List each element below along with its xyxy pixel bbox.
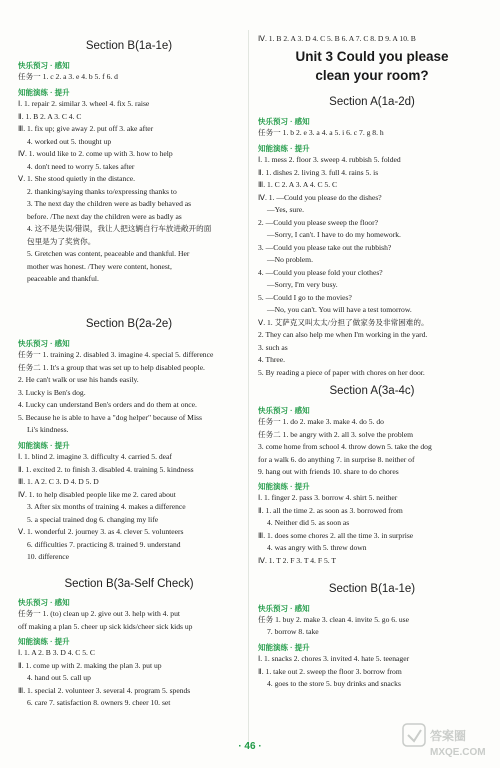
answer-line: 5. Because he is able to have a "dog helper" because of Miss [18, 412, 202, 422]
answer-list [18, 608, 240, 633]
section-title: Section B(1a-1e) [328, 583, 416, 595]
practice-tag: 知能演练 · 提升 [18, 88, 70, 97]
answer-line: Ⅲ. 1. special 2. volunteer 3. several 4. program 5. spends [18, 685, 191, 695]
practice-tag: 知能演练 · 提升 [258, 482, 310, 491]
task-line: 任务一 1. c 2. a 3. e 4. b 5. f 6. d [18, 72, 118, 81]
task-line: 7. borrow 8. take [267, 627, 319, 636]
answer-line: 4. worked out 5. thought up [27, 136, 112, 146]
section-title: Section B(1a-1e) [85, 40, 173, 52]
answer-line: 4. —Could you please fold your clothes? [258, 267, 383, 277]
answer-line: —Yes, sure. [267, 205, 304, 214]
answer-line: Ⅴ. 1. She stood quietly in the distance. [18, 174, 135, 183]
task-line: 任务一 1. b 2. e 3. a 4. a 5. i 6. c 7. g 8. h [258, 128, 384, 137]
practice-tag: 知能演练 · 提升 [18, 441, 70, 450]
svg-text:答案圈: 答案圈 [430, 729, 467, 743]
answer-line: 3. such as [258, 342, 288, 352]
preview-tag: 快乐预习 · 感知 [258, 604, 310, 613]
answer-line: Ⅱ. 1. excited 2. to finish 3. disabled 4. training 5. kindness [18, 464, 194, 474]
answer-line: 3. The next day the children were as badly behaved as [27, 199, 192, 208]
answer-line: Ⅳ. 1. would like to 2. come up with 3. how to help [18, 149, 173, 158]
answer-line: Ⅳ. 1. —Could you please do the dishes? [258, 192, 382, 202]
answer-line: 3. Lucky is Ben's dog. [18, 387, 86, 397]
answer-line: Ⅰ. 1. finger 2. pass 3. borrow 4. shirt 5. neither [258, 493, 398, 502]
answer-line: Ⅴ. 1. wonderful 2. journey 3. as 4. clever 5. volunteers [18, 527, 184, 536]
answer-line: Ⅳ. 1. B 2. A 3. D 4. C 5. B 6. A 7. C 8. D 9. A 10. B [258, 34, 416, 43]
answer-line: off making a plan 5. cheer up sick kids/cheer sick kids up [18, 621, 193, 631]
answer-line: 6. care 7. satisfaction 8. owners 9. cheer 10. set [27, 698, 171, 707]
answer-line: 4. 这不是失误/错误，我让人把这辆自行车放进敞开的面 [27, 224, 212, 233]
task-line: 任务 1. buy 2. make 3. clean 4. invite 5. go 6. use [258, 615, 410, 624]
answer-line: 5. Gretchen was content, peaceable and thankful. Her [27, 249, 190, 258]
answer-line: Ⅲ. 1. fix up; give away 2. put off 3. ake after [18, 124, 154, 133]
answer-line: peaceable and thankful. [27, 274, 99, 283]
practice-tag: 知能演练 · 提升 [18, 637, 70, 646]
watermark-logo [402, 722, 492, 762]
answer-line: 包里是为了奖赏你。 [27, 236, 96, 246]
answer-list [18, 451, 240, 564]
answer-line: Ⅲ. 1. does some chores 2. all the time 3. in surprise [258, 530, 414, 540]
answer-line: Ⅳ. 1. T 2. F 3. T 4. F 5. T [258, 555, 337, 565]
unit-title: Unit 3 Could you please [295, 49, 449, 64]
answer-line: 3. come home from school 4. throw down 5. take the dog [258, 442, 432, 451]
answer-line: Ⅱ. 1. all the time 2. as soon as 3. borrowed from [258, 505, 403, 515]
answer-line: 4. goes to the store 5. buy drinks and snacks [267, 679, 401, 688]
answer-line: 2. He can't walk or use his hands easily. [18, 375, 139, 384]
answer-line: Ⅰ. 1. blind 2. imagine 3. difficulty 4. carried 5. deaf [18, 452, 172, 461]
answer-line: Ⅱ. 1. take out 2. sweep the floor 3. borrow from [258, 666, 402, 676]
answer-list [18, 647, 240, 710]
answer-line: —Sorry, I'm very busy. [267, 280, 338, 289]
svg-text:MXQE.COM: MXQE.COM [430, 747, 486, 758]
answer-line: 5. a special trained dog 6. changing my life [27, 514, 159, 524]
answer-line: Ⅳ. 1. to help disabled people like me 2. cared about [18, 489, 176, 499]
answer-line: 任务二 1. be angry with 2. all 3. solve the problem [258, 429, 414, 439]
answer-line: Ⅱ. 1. dishes 2. living 3. full 4. rains 5. is [258, 167, 379, 177]
preview-tag: 快乐预习 · 感知 [18, 598, 70, 607]
answer-line: 2. thanking/saying thanks to/expressing thanks to [27, 186, 177, 196]
answer-list [18, 349, 240, 437]
answer-line: 2. They can also help me when I'm working in the yard. [258, 330, 428, 339]
practice-tag: 知能演练 · 提升 [258, 144, 310, 153]
answer-line: 4. Neither did 5. as soon as [267, 518, 350, 527]
preview-tag: 快乐预习 · 感知 [258, 117, 310, 126]
practice-tag: 知能演练 · 提升 [258, 643, 310, 652]
answer-line: Ⅱ. 1. B 2. A 3. C 4. C [18, 111, 82, 121]
answer-line: 任务一 1. training 2. disabled 3. imagine 4. special 5. difference [18, 350, 214, 359]
section-title: Section A(1a-2d) [329, 96, 415, 108]
answer-line: 9. hang out with friends 10. share to do chores [258, 467, 399, 476]
answer-line: Ⅰ. 1. snacks 2. chores 3. invited 4. hate 5. teenager [258, 654, 410, 663]
answer-line: 4. Three. [258, 355, 286, 364]
section-title: Section A(3a-4c) [329, 385, 415, 397]
answer-line: 任务二 1. It's a group that was set up to help disabled people. [18, 362, 205, 372]
answer-line: 任务一 1. do 2. make 3. make 4. do 5. do [258, 417, 384, 426]
section-title: Section B(3a-Self Check) [64, 578, 194, 590]
answer-line: 10. difference [27, 552, 70, 561]
answer-line: 5. By reading a piece of paper with chores on her door. [258, 367, 425, 377]
answer-line: Ⅰ. 1. mess 2. floor 3. sweep 4. rubbish 5. folded [258, 155, 401, 164]
answer-line: 任务一 1. (to) clean up 2. give out 3. help with 4. put [18, 609, 180, 618]
answer-line: before. /The next day the children were as badly as [27, 211, 182, 221]
answer-line: —No, you can't. You will have a test tomorrow. [267, 305, 412, 314]
answer-line: Ⅱ. 1. come up with 2. making the plan 3. put up [18, 660, 162, 670]
answer-line: 6. difficulties 7. practicing 8. trained 9. understand [27, 539, 181, 549]
answer-line: 3. After six months of training 4. makes a difference [27, 502, 186, 511]
answer-line: —Sorry, I can't. I have to do my homework. [267, 230, 401, 239]
answer-line: Ⅰ. 1. repair 2. similar 3. wheel 4. fix 5. raise [18, 99, 150, 108]
answer-line: 2. —Could you please sweep the floor? [258, 217, 378, 227]
answer-line: 3. —Could you please take out the rubbish? [258, 242, 392, 252]
answer-line: 4. hand out 5. call up [27, 673, 91, 682]
answer-list [258, 492, 486, 567]
answer-line: 4. was angry with 5. threw down [267, 543, 367, 552]
column-divider [248, 30, 249, 748]
answer-list [258, 154, 486, 379]
answer-line: Ⅲ. 1. C 2. A 3. A 4. C 5. C [258, 180, 338, 189]
answer-line: Ⅲ. 1. A 2. C 3. D 4. D 5. D [18, 477, 99, 486]
answer-line: 4. don't need to worry 5. takes after [27, 161, 135, 171]
answer-line: —No problem. [267, 255, 313, 264]
section-title: Section B(2a-2e) [85, 318, 173, 330]
page-number: · 46 · [238, 741, 262, 752]
answer-line: mother was honest. /They were content, honest, [27, 261, 172, 271]
answer-list [18, 98, 240, 286]
answer-line: Ⅴ. 1. 艾萨克又叫太太/分担了做家务及非常困难的。 [258, 317, 429, 327]
preview-tag: 快乐预习 · 感知 [18, 339, 70, 348]
answer-line: 4. Lucky can understand Ben's orders and do them at once. [18, 400, 197, 409]
answer-line: Li's kindness. [27, 425, 69, 434]
answer-line: Ⅰ. 1. A 2. B 3. D 4. C 5. C [18, 648, 95, 657]
answer-line: for a walk 6. do anything 7. in surprise 8. neither of [258, 454, 415, 464]
answer-list [258, 416, 486, 479]
answer-line: 5. —Could I go to the movies? [258, 292, 352, 302]
preview-tag: 快乐预习 · 感知 [258, 406, 310, 415]
preview-tag: 快乐预习 · 感知 [18, 61, 70, 70]
unit-title: clean your room? [315, 68, 429, 83]
answer-list [258, 653, 486, 691]
